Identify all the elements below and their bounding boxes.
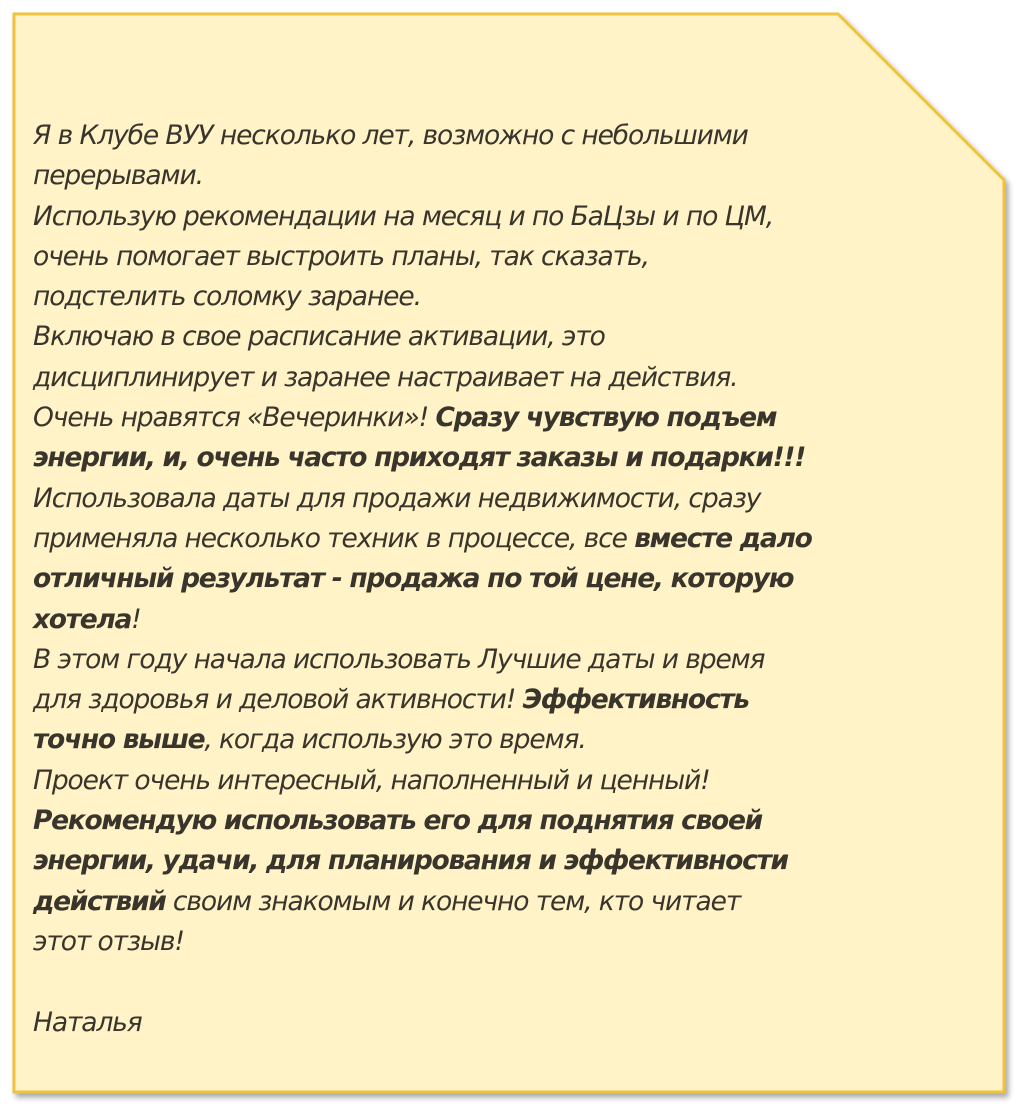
- text-line: Использую рекомендации на месяц и по БаЦзы и по ЦМ,: [33, 200, 774, 232]
- text-emphasis: отличный результат - продажа по той цене, которую: [33, 563, 794, 595]
- text-line: дисциплинирует и заранее настраивает на действия.: [33, 361, 738, 393]
- text-normal: применяла несколько техник в процессе, все: [33, 522, 635, 554]
- text-line: [33, 600, 933, 640]
- text-line: [33, 519, 933, 559]
- text-line: [33, 398, 933, 438]
- text-normal: своим знакомым и конечно тем, кто читает: [165, 885, 741, 917]
- text-line: Использовала даты для продажи недвижимости, сразу: [33, 482, 761, 514]
- text-line: [33, 680, 933, 720]
- text-line: Я в Клубе ВУУ несколько лет, возможно с небольшими: [33, 120, 748, 151]
- text-line: этот отзыв!: [33, 925, 184, 957]
- text-normal: Очень нравятся «Вечеринки»!: [33, 402, 436, 434]
- text-emphasis: точно выше: [33, 724, 205, 756]
- text-line: [33, 841, 933, 881]
- text-emphasis: вместе дало: [634, 522, 812, 554]
- text-line: Включаю в свое расписание активации, это: [33, 321, 605, 353]
- text-line: очень помогает выстроить планы, так сказать,: [33, 240, 649, 272]
- text-line: [33, 438, 933, 478]
- text-line: Проект очень интересный, наполненный и ценный!: [33, 764, 710, 796]
- text-normal: !: [131, 603, 141, 635]
- text-emphasis: энергии, и, очень часто приходят заказы и подарки!!!: [33, 442, 805, 474]
- text-line: [33, 720, 933, 760]
- author-signature: Наталья: [33, 1006, 142, 1038]
- text-emphasis: действий: [33, 885, 166, 917]
- text-emphasis: хотела: [33, 603, 132, 635]
- text-line: [33, 559, 933, 599]
- text-line: [33, 801, 933, 841]
- text-emphasis: Рекомендую использовать его для поднятия своей: [33, 805, 762, 837]
- text-normal: , когда использую это время.: [204, 724, 586, 756]
- text-line: [33, 882, 933, 922]
- review-text: [33, 116, 933, 1043]
- text-line: подстелить соломку заранее.: [33, 281, 421, 313]
- text-normal: для здоровья и деловой активности!: [33, 684, 523, 716]
- text-line: перерывами.: [33, 160, 203, 192]
- text-emphasis: энергии, удачи, для планирования и эффективности: [33, 845, 788, 877]
- text-emphasis: Эффективность: [522, 684, 749, 716]
- text-line: В этом году начала использовать Лучшие даты и время: [33, 643, 765, 675]
- text-emphasis: Сразу чувствую подъем: [435, 402, 777, 434]
